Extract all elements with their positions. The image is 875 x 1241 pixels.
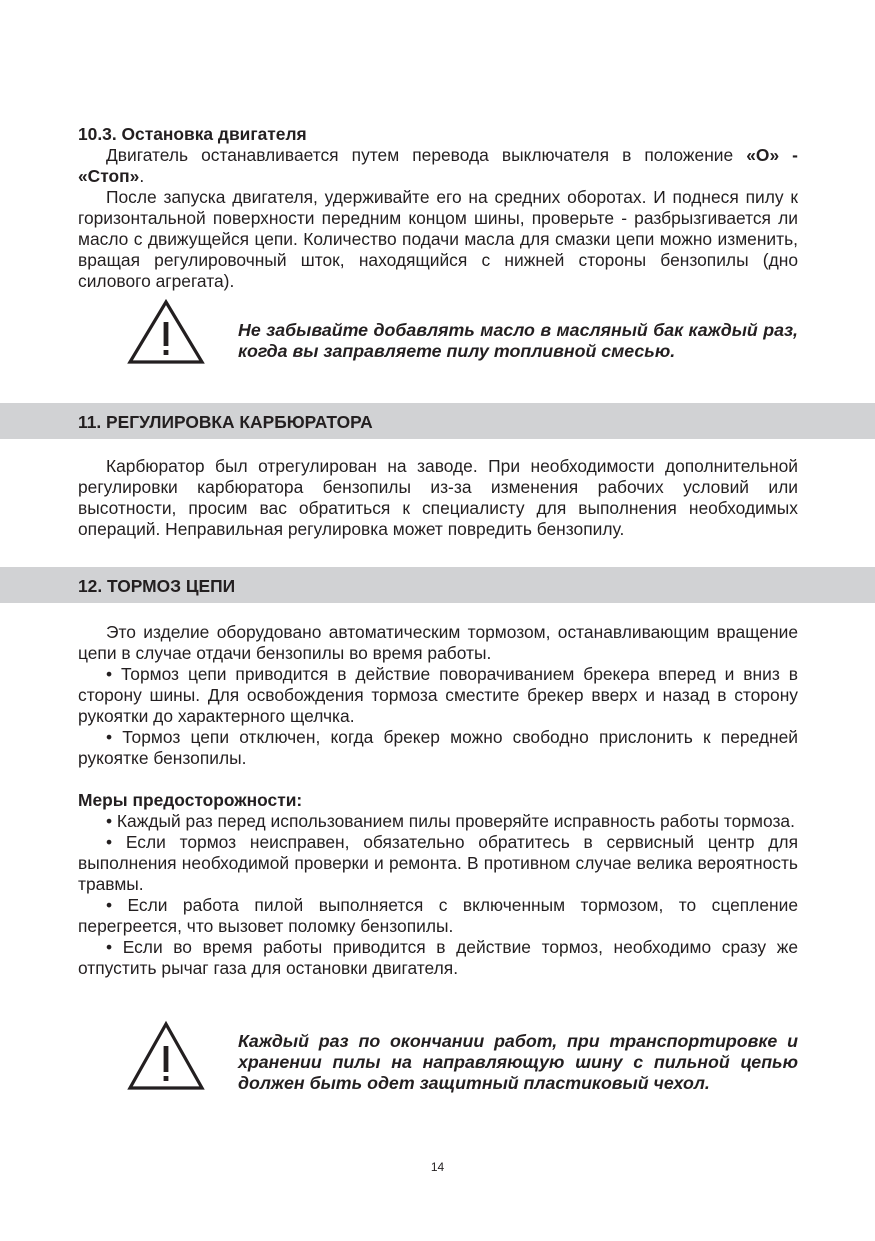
precautions-heading: Меры предосторожности: [78, 790, 303, 810]
section-12-body [78, 622, 798, 769]
section-12-paragraph-3: • Тормоз цепи отключен, когда брекер можно свободно прислонить к передней рукоятке бензопилы. [78, 727, 798, 768]
section-12-title: 12. ТОРМОЗ ЦЕПИ [78, 576, 236, 596]
precautions-block [78, 790, 798, 979]
warning-triangle-icon [126, 1020, 206, 1092]
precaution-item: • Если во время работы приводится в действие тормоз, необходимо сразу же отпустить рычаг газа для остановки двигателя. [78, 937, 798, 978]
section-10-3 [78, 124, 798, 292]
precaution-item: • Если тормоз неисправен, обязательно обратитесь в сервисный центр для выполнения необходимой проверки и ремонта. В противном случае велика вероятность травмы. [78, 832, 798, 894]
section-12-paragraph-2: • Тормоз цепи приводится в действие поворачиванием брекера вперед и вниз в сторону шины. Для освобождения тормоза сместите брекер вверх и назад в сторону рукоятки до характерного щелчка. [78, 664, 798, 726]
section-11-body [78, 456, 798, 540]
p1-text: Двигатель останавливается путем перевода выключателя в положение [106, 145, 734, 165]
section-12-header-band [0, 567, 875, 603]
section-12-paragraph-1: Это изделие оборудовано автоматическим тормозом, останавливающим вращение цепи в случае отдачи бензопилы во время работы. [78, 622, 798, 663]
p1-end: . [139, 166, 145, 186]
section-11-header-band [0, 403, 875, 439]
precaution-item: • Если работа пилой выполняется с включенным тормозом, то сцепление перегреется, что вызовет поломку бензопилы. [78, 895, 798, 936]
section-10-3-paragraph-2: После запуска двигателя, удерживайте его на средних оборотах. И поднеся пилу к горизонтальной поверхности передним концом шины, проверьте - разбрызгивается ли масло с движущейся цепи. Количество подачи масла для смазки цепи можно изменить, вращая регулировочный шток, находящийся с нижней стороны бензопилы (дно силового агрегата). [78, 187, 798, 291]
section-10-3-heading: 10.3. Остановка двигателя [78, 124, 307, 144]
precaution-item: • Каждый раз перед использованием пилы проверяйте исправность работы тормоза. [106, 811, 795, 831]
stop-position-label: «О» - «Стоп» [78, 145, 798, 186]
warning-text-cover: Каждый раз по окончании работ, при транспортировке и хранении пилы на направляющую шину с пильной цепью должен быть одет защитный пластиковый чехол. [238, 1031, 798, 1093]
section-11-title: 11. РЕГУЛИРОВКА КАРБЮРАТОРА [78, 412, 373, 432]
section-11-paragraph: Карбюратор был отрегулирован на заводе. При необходимости дополнительной регулировки карбюратора бензопилы из-за изменения рабочих условий или высотности, просим вас обратиться к специалисту для выполнения необходимых операций. Неправильная регулировка может повредить бензопилу. [78, 456, 798, 539]
section-10-3-paragraph-1 [78, 145, 798, 187]
page-number: 14 [430, 1160, 445, 1174]
warning-text-oil: Не забывайте добавлять масло в масляный бак каждый раз, когда вы заправляете пилу топливной смесью. [238, 320, 798, 361]
warning-triangle-icon [126, 298, 206, 366]
